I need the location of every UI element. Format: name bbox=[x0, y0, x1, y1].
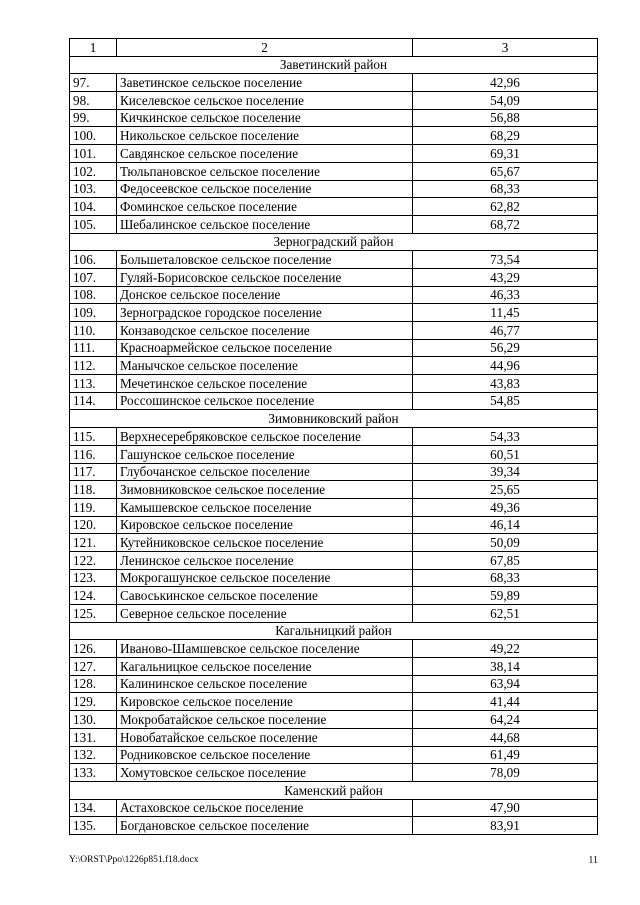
table-row bbox=[70, 322, 598, 340]
row-number: 122. bbox=[70, 551, 117, 569]
row-number: 130. bbox=[70, 711, 117, 729]
row-number: 101. bbox=[70, 145, 117, 163]
row-value: 68,33 bbox=[413, 180, 598, 198]
district-row bbox=[70, 233, 598, 251]
row-value: 25,65 bbox=[413, 481, 598, 499]
row-number: 99. bbox=[70, 109, 117, 127]
settlement-name: Конзаводское сельское поселение bbox=[117, 322, 413, 340]
settlement-name: Мечетинское сельское поселение bbox=[117, 375, 413, 393]
row-value: 46,14 bbox=[413, 516, 598, 534]
row-value: 65,67 bbox=[413, 162, 598, 180]
settlement-name: Гуляй-Борисовское сельское поселение bbox=[117, 268, 413, 286]
settlement-name: Ленинское сельское поселение bbox=[117, 551, 413, 569]
row-number: 113. bbox=[70, 375, 117, 393]
district-name: Зимовниковский район bbox=[70, 410, 598, 428]
district-row bbox=[70, 781, 598, 799]
table-row bbox=[70, 817, 598, 835]
settlement-name: Кировское сельское поселение bbox=[117, 693, 413, 711]
table-row bbox=[70, 711, 598, 729]
table-row bbox=[70, 357, 598, 375]
table-row bbox=[70, 198, 598, 216]
row-number: 108. bbox=[70, 286, 117, 304]
row-value: 41,44 bbox=[413, 693, 598, 711]
settlement-name: Глубочанское сельское поселение bbox=[117, 463, 413, 481]
settlement-name: Кировское сельское поселение bbox=[117, 516, 413, 534]
row-number: 109. bbox=[70, 304, 117, 322]
table-row bbox=[70, 605, 598, 623]
row-value: 73,54 bbox=[413, 251, 598, 269]
table-row bbox=[70, 375, 598, 393]
settlement-name: Шебалинское сельское поселение bbox=[117, 215, 413, 233]
settlement-name: Иваново-Шамшевское сельское поселение bbox=[117, 640, 413, 658]
header-col-3: 3 bbox=[413, 39, 598, 57]
settlement-name: Федосеевское сельское поселение bbox=[117, 180, 413, 198]
settlement-name: Никольское сельское поселение bbox=[117, 127, 413, 145]
table-row bbox=[70, 162, 598, 180]
row-value: 54,85 bbox=[413, 392, 598, 410]
settlement-name: Кичкинское сельское поселение bbox=[117, 109, 413, 127]
row-value: 67,85 bbox=[413, 551, 598, 569]
table-row bbox=[70, 534, 598, 552]
settlement-name: Родниковское сельское поселение bbox=[117, 746, 413, 764]
row-number: 124. bbox=[70, 587, 117, 605]
row-number: 110. bbox=[70, 322, 117, 340]
row-value: 69,31 bbox=[413, 145, 598, 163]
row-number: 119. bbox=[70, 498, 117, 516]
row-value: 54,09 bbox=[413, 92, 598, 110]
district-name: Кагальницкий район bbox=[70, 622, 598, 640]
row-value: 39,34 bbox=[413, 463, 598, 481]
table-row bbox=[70, 339, 598, 357]
row-number: 132. bbox=[70, 746, 117, 764]
row-number: 114. bbox=[70, 392, 117, 410]
table-row bbox=[70, 569, 598, 587]
district-name: Каменский район bbox=[70, 781, 598, 799]
settlement-name: Донское сельское поселение bbox=[117, 286, 413, 304]
row-value: 64,24 bbox=[413, 711, 598, 729]
row-value: 62,51 bbox=[413, 605, 598, 623]
row-value: 49,22 bbox=[413, 640, 598, 658]
table-body bbox=[70, 39, 598, 835]
row-number: 107. bbox=[70, 268, 117, 286]
row-value: 43,83 bbox=[413, 375, 598, 393]
table-row bbox=[70, 286, 598, 304]
table-header-row bbox=[70, 39, 598, 57]
table-row bbox=[70, 693, 598, 711]
settlement-name: Богдановское сельское поселение bbox=[117, 817, 413, 835]
row-number: 127. bbox=[70, 658, 117, 676]
row-value: 43,29 bbox=[413, 268, 598, 286]
settlement-name: Россошинское сельское поселение bbox=[117, 392, 413, 410]
row-value: 46,77 bbox=[413, 322, 598, 340]
row-number: 131. bbox=[70, 728, 117, 746]
header-col-1: 1 bbox=[70, 39, 117, 57]
row-number: 111. bbox=[70, 339, 117, 357]
settlement-name: Манычское сельское поселение bbox=[117, 357, 413, 375]
row-value: 60,51 bbox=[413, 445, 598, 463]
district-row bbox=[70, 56, 598, 74]
district-row bbox=[70, 622, 598, 640]
table-row bbox=[70, 516, 598, 534]
settlement-name: Тюльпановское сельское поселение bbox=[117, 162, 413, 180]
row-number: 106. bbox=[70, 251, 117, 269]
settlement-name: Камышевское сельское поселение bbox=[117, 498, 413, 516]
table-row bbox=[70, 445, 598, 463]
district-name: Заветинский район bbox=[70, 56, 598, 74]
table-row bbox=[70, 268, 598, 286]
row-number: 104. bbox=[70, 198, 117, 216]
table-row bbox=[70, 392, 598, 410]
settlement-name: Калининское сельское поселение bbox=[117, 675, 413, 693]
row-number: 98. bbox=[70, 92, 117, 110]
row-value: 46,33 bbox=[413, 286, 598, 304]
table-row bbox=[70, 180, 598, 198]
settlements-table bbox=[69, 38, 598, 835]
table-row bbox=[70, 428, 598, 446]
row-number: 128. bbox=[70, 675, 117, 693]
footer-file-path: Y:\ORST\Ppo\1226p851.f18.docx bbox=[69, 855, 199, 865]
table-row bbox=[70, 675, 598, 693]
row-number: 97. bbox=[70, 74, 117, 92]
row-value: 44,96 bbox=[413, 357, 598, 375]
settlement-name: Гашунское сельское поселение bbox=[117, 445, 413, 463]
footer-page-number: 11 bbox=[588, 855, 598, 866]
row-number: 100. bbox=[70, 127, 117, 145]
settlement-name: Заветинское сельское поселение bbox=[117, 74, 413, 92]
table-row bbox=[70, 640, 598, 658]
row-number: 126. bbox=[70, 640, 117, 658]
district-row bbox=[70, 410, 598, 428]
row-number: 118. bbox=[70, 481, 117, 499]
table-row bbox=[70, 481, 598, 499]
row-value: 61,49 bbox=[413, 746, 598, 764]
row-number: 121. bbox=[70, 534, 117, 552]
row-number: 133. bbox=[70, 764, 117, 782]
table-row bbox=[70, 658, 598, 676]
row-number: 125. bbox=[70, 605, 117, 623]
settlement-name: Фоминское сельское поселение bbox=[117, 198, 413, 216]
settlement-name: Савдянское сельское поселение bbox=[117, 145, 413, 163]
row-number: 120. bbox=[70, 516, 117, 534]
table-row bbox=[70, 498, 598, 516]
row-value: 78,09 bbox=[413, 764, 598, 782]
row-value: 59,89 bbox=[413, 587, 598, 605]
header-col-2: 2 bbox=[117, 39, 413, 57]
row-number: 129. bbox=[70, 693, 117, 711]
settlement-name: Савоськинское сельское поселение bbox=[117, 587, 413, 605]
table-row bbox=[70, 728, 598, 746]
settlement-name: Киселевское сельское поселение bbox=[117, 92, 413, 110]
settlement-name: Кутейниковское сельское поселение bbox=[117, 534, 413, 552]
table-row bbox=[70, 463, 598, 481]
table-row bbox=[70, 304, 598, 322]
settlement-name: Астаховское сельское поселение bbox=[117, 799, 413, 817]
row-value: 47,90 bbox=[413, 799, 598, 817]
row-value: 83,91 bbox=[413, 817, 598, 835]
settlement-name: Большеталовское сельское поселение bbox=[117, 251, 413, 269]
settlement-name: Хомутовское сельское поселение bbox=[117, 764, 413, 782]
row-number: 123. bbox=[70, 569, 117, 587]
table-row bbox=[70, 746, 598, 764]
row-number: 115. bbox=[70, 428, 117, 446]
table-row bbox=[70, 127, 598, 145]
row-number: 105. bbox=[70, 215, 117, 233]
settlement-name: Зерноградское городское поселение bbox=[117, 304, 413, 322]
table-row bbox=[70, 92, 598, 110]
settlement-name: Кагальницкое сельское поселение bbox=[117, 658, 413, 676]
row-number: 116. bbox=[70, 445, 117, 463]
row-number: 102. bbox=[70, 162, 117, 180]
table-row bbox=[70, 587, 598, 605]
table-row bbox=[70, 215, 598, 233]
row-number: 117. bbox=[70, 463, 117, 481]
table-row bbox=[70, 799, 598, 817]
table-row bbox=[70, 251, 598, 269]
settlement-name: Мокрогашунское сельское поселение bbox=[117, 569, 413, 587]
row-value: 68,72 bbox=[413, 215, 598, 233]
row-number: 134. bbox=[70, 799, 117, 817]
row-number: 103. bbox=[70, 180, 117, 198]
district-name: Зерноградский район bbox=[70, 233, 598, 251]
row-value: 63,94 bbox=[413, 675, 598, 693]
row-number: 112. bbox=[70, 357, 117, 375]
row-value: 56,29 bbox=[413, 339, 598, 357]
settlement-name: Зимовниковское сельское поселение bbox=[117, 481, 413, 499]
row-value: 49,36 bbox=[413, 498, 598, 516]
table-row bbox=[70, 764, 598, 782]
row-value: 56,88 bbox=[413, 109, 598, 127]
row-value: 68,29 bbox=[413, 127, 598, 145]
row-value: 50,09 bbox=[413, 534, 598, 552]
table-row bbox=[70, 74, 598, 92]
row-value: 54,33 bbox=[413, 428, 598, 446]
row-value: 44,68 bbox=[413, 728, 598, 746]
table-row bbox=[70, 109, 598, 127]
table-row bbox=[70, 551, 598, 569]
row-value: 38,14 bbox=[413, 658, 598, 676]
settlement-name: Верхнесеребряковское сельское поселение bbox=[117, 428, 413, 446]
row-value: 68,33 bbox=[413, 569, 598, 587]
row-value: 42,96 bbox=[413, 74, 598, 92]
table-row bbox=[70, 145, 598, 163]
settlement-name: Новобатайское сельское поселение bbox=[117, 728, 413, 746]
row-value: 62,82 bbox=[413, 198, 598, 216]
settlement-name: Мокробатайское сельское поселение bbox=[117, 711, 413, 729]
row-value: 11,45 bbox=[413, 304, 598, 322]
row-number: 135. bbox=[70, 817, 117, 835]
settlement-name: Красноармейское сельское поселение bbox=[117, 339, 413, 357]
settlement-name: Северное сельское поселение bbox=[117, 605, 413, 623]
